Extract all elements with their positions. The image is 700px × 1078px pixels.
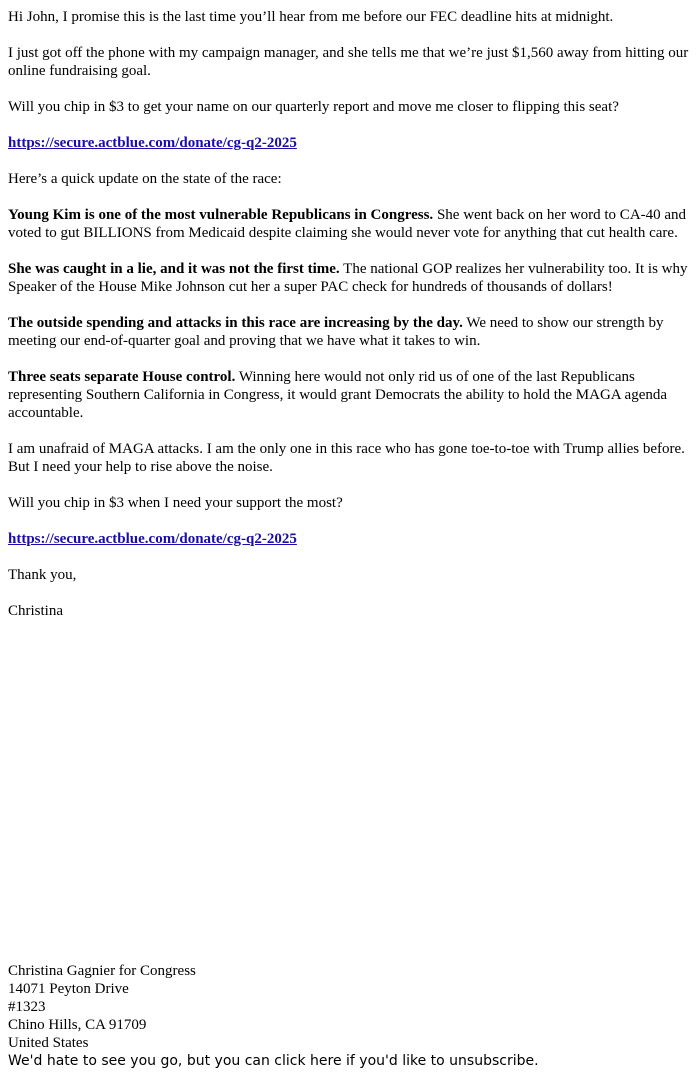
email-body: [8, 8, 692, 638]
footer-country: United States: [8, 1035, 89, 1051]
ask-paragraph: Will you chip in $3 to get your name on our quarterly report and move me closer to flipping this seat?: [8, 99, 619, 115]
donate-link[interactable]: https://secure.actblue.com/donate/cg-q2-2025: [8, 135, 297, 151]
goal-paragraph: I just got off the phone with my campaign manager, and she tells me that we’re just $1,560 away from hitting our online fundraising goal.: [8, 45, 689, 79]
donate-link-2[interactable]: https://secure.actblue.com/donate/cg-q2-2025: [8, 531, 297, 547]
update-intro-paragraph: Here’s a quick update on the state of the race:: [8, 171, 282, 187]
donate-link-paragraph-2: [8, 530, 692, 548]
signature: Christina: [8, 603, 63, 619]
footer-street: 14071 Peyton Drive: [8, 981, 129, 997]
footer-suite: #1323: [8, 999, 46, 1015]
donate-link-paragraph: [8, 134, 692, 152]
lie-text: The national GOP realizes her vulnerability too. It is why Speaker of the House Mike Johnson cut her a super PAC check for hundreds of thousands of dollars!: [8, 261, 688, 295]
seats-paragraph: [8, 368, 692, 422]
footer-org: Christina Gagnier for Congress: [8, 963, 196, 979]
vulnerable-paragraph: [8, 206, 692, 242]
seats-text: Winning here would not only rid us of one of the last Republicans representing Southern California in Congress, it would grant Democrats the ability to hold the MAGA agenda accountable.: [8, 369, 668, 421]
vulnerable-lead: Young Kim is one of the most vulnerable Republicans in Congress.: [8, 207, 434, 223]
footer-city: Chino Hills, CA 91709: [8, 1017, 147, 1033]
spending-lead: The outside spending and attacks in this race are increasing by the day.: [8, 315, 463, 331]
lie-paragraph: [8, 260, 692, 296]
lie-lead: She was caught in a lie, and it was not the first time.: [8, 261, 340, 277]
unafraid-paragraph: I am unafraid of MAGA attacks. I am the only one in this race who has gone toe-to-toe with Trump allies before. But I need your help to rise above the noise.: [8, 441, 685, 475]
spending-paragraph: [8, 314, 692, 350]
second-ask-paragraph: Will you chip in $3 when I need your support the most?: [8, 495, 343, 511]
email-footer: [8, 962, 692, 1070]
spending-text: We need to show our strength by meeting our end-of-quarter goal and proving that we have what it takes to win.: [8, 315, 664, 349]
seats-lead: Three seats separate House control.: [8, 369, 236, 385]
unsubscribe-text[interactable]: We'd hate to see you go, but you can click here if you'd like to unsubscribe.: [8, 1053, 539, 1069]
signoff: Thank you,: [8, 567, 77, 583]
vulnerable-text: She went back on her word to CA-40 and voted to gut BILLIONS from Medicaid despite claiming she would never vote for anything that cut health care.: [8, 207, 687, 241]
greeting-paragraph: Hi John, I promise this is the last time you’ll hear from me before our FEC deadline hits at midnight.: [8, 9, 614, 25]
